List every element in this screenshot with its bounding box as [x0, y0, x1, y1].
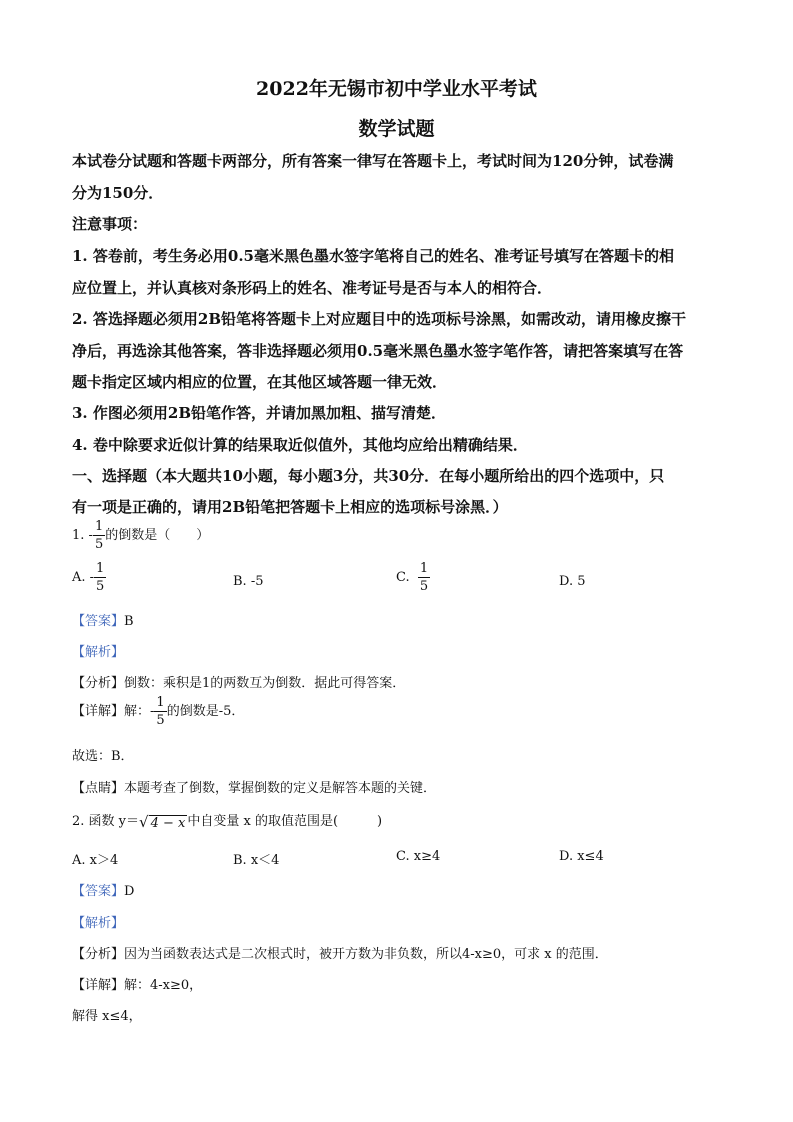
- q2-option-d: D. x≤4: [559, 849, 604, 864]
- q1-option-c-numerator: 1: [419, 561, 429, 576]
- q2-prefix: 2. 函数 y＝: [72, 814, 140, 829]
- q1-fenxi: [72, 672, 405, 691]
- q1-fraction-denominator: 5: [94, 537, 104, 552]
- notice-2-line-3: 题卡指定区域内相应的位置，在其他区域答题一律无效．: [72, 373, 448, 391]
- q1-xiangjie-denominator: 5: [156, 713, 165, 728]
- q2-option-c: C. x≥4: [396, 849, 441, 864]
- q1-option-a: [72, 562, 106, 593]
- q1-dianjing-text: 本题考查了倒数，掌握倒数的定义是解答本题的关键．: [124, 781, 437, 796]
- question-2: [72, 810, 382, 831]
- intro-line-2: 分为150分．: [72, 184, 164, 202]
- q1-dianjing-tag: 【点睛】: [72, 781, 125, 796]
- q1-option-c: [396, 562, 430, 593]
- q2-analysis-tag: 【解析】: [72, 916, 125, 931]
- q1-fraction-numerator: 1: [94, 519, 104, 534]
- q2-sqrt: [139, 813, 187, 831]
- notice-3: 3. 作图必须用2B铅笔作答，并请加黑加粗、描写清楚．: [72, 404, 446, 422]
- q1-option-c-fraction: [418, 562, 430, 593]
- notice-heading: 注意事项：: [72, 215, 148, 233]
- notice-1-line-1: 1. 答卷前，考生务必用0.5毫米黑色墨水签字笔将自己的姓名、准考证号填写在答题卡的相: [72, 247, 674, 265]
- q2-fenxi-tag: 【分析】: [72, 947, 125, 962]
- q1-suffix: 的倒数是（ ）: [105, 528, 210, 543]
- q2-xiangjie-tag: 【详解】: [72, 978, 125, 993]
- question-1: [72, 520, 209, 551]
- q1-dianjing: [72, 777, 436, 796]
- q1-option-c-denominator: 5: [419, 579, 429, 594]
- notice-2-line-1: 2. 答选择题必须用2B铅笔将答题卡上对应题目中的选项标号涂黑，如需改动，请用橡皮擦干: [72, 310, 687, 328]
- q1-answer: [72, 610, 134, 629]
- q1-fenxi-text: 倒数：乘积是1的两数互为倒数．据此可得答案．: [124, 676, 406, 691]
- q2-radicand: 4 − x: [150, 815, 186, 831]
- sqrt-icon: √: [139, 812, 149, 831]
- q2-solve: 解得 x≤4，: [72, 1009, 142, 1024]
- q2-answer-value: D: [124, 884, 135, 899]
- q1-answer-value: B: [124, 614, 134, 629]
- q2-option-b: B. x＜4: [233, 853, 280, 868]
- page-subtitle: 数学试题: [358, 118, 435, 140]
- notice-1-line-2: 应位置上，并认真核对条形码上的姓名、准考证号是否与本人的相符合．: [72, 279, 553, 297]
- q1-xiangjie-prefix: 解：-: [124, 704, 155, 719]
- section-line-2: 有一项是正确的，请用2B铅笔把答题卡上相应的选项标号涂黑．）: [72, 498, 508, 516]
- q2-option-a: A. x＞4: [72, 853, 119, 868]
- q1-option-a-numerator: 1: [96, 561, 105, 576]
- q2-suffix: 中自变量 x 的取值范围是( ): [187, 814, 383, 829]
- q1-answer-tag: 【答案】: [72, 614, 125, 629]
- q2-answer: [72, 880, 134, 899]
- page-title: 2022年无锡市初中学业水平考试: [256, 78, 537, 100]
- q2-xiangjie-text: 解：4-x≥0，: [124, 978, 203, 993]
- q2-xiangjie: [72, 974, 202, 993]
- q1-prefix: 1. -: [72, 528, 93, 543]
- q1-option-c-label: C.: [396, 570, 410, 585]
- intro-line-1: 本试卷分试题和答题卡两部分，所有答案一律写在答题卡上，考试时间为120分钟，试卷满: [72, 152, 674, 170]
- q1-xiangjie: [72, 696, 244, 727]
- q1-analysis-tag: 【解析】: [72, 645, 125, 660]
- q1-choose: 故选：B．: [72, 749, 134, 764]
- q2-answer-tag: 【答案】: [72, 884, 125, 899]
- q1-xiangjie-tag: 【详解】: [72, 704, 125, 719]
- q1-option-b: B. -5: [233, 574, 264, 589]
- q1-xiangjie-suffix: 的倒数是-5．: [166, 704, 245, 719]
- q1-xiangjie-numerator: 1: [156, 695, 165, 710]
- q1-option-a-denominator: 5: [96, 579, 105, 594]
- q1-fraction: [93, 520, 105, 551]
- q1-option-a-fraction: [94, 562, 106, 593]
- q1-option-a-label: A. -: [72, 570, 95, 585]
- q2-fenxi: [72, 943, 608, 962]
- q2-fenxi-text: 因为当函数表达式是二次根式时，被开方数为非负数，所以4-x≥0，可求 x 的范围．: [124, 947, 608, 962]
- section-line-1: 一、选择题（本大题共10小题，每小题3分，共30分．在每小题所给出的四个选项中，只: [72, 467, 665, 485]
- notice-4: 4. 卷中除要求近似计算的结果取近似值外，其他均应给出精确结果．: [72, 436, 528, 454]
- q1-xiangjie-fraction: [154, 696, 166, 727]
- q1-option-d: D. 5: [559, 574, 586, 589]
- notice-2-line-2: 净后，再选涂其他答案，答非选择题必须用0.5毫米黑色墨水签字笔作答，请把答案填写在答: [72, 342, 684, 360]
- q1-fenxi-tag: 【分析】: [72, 676, 125, 691]
